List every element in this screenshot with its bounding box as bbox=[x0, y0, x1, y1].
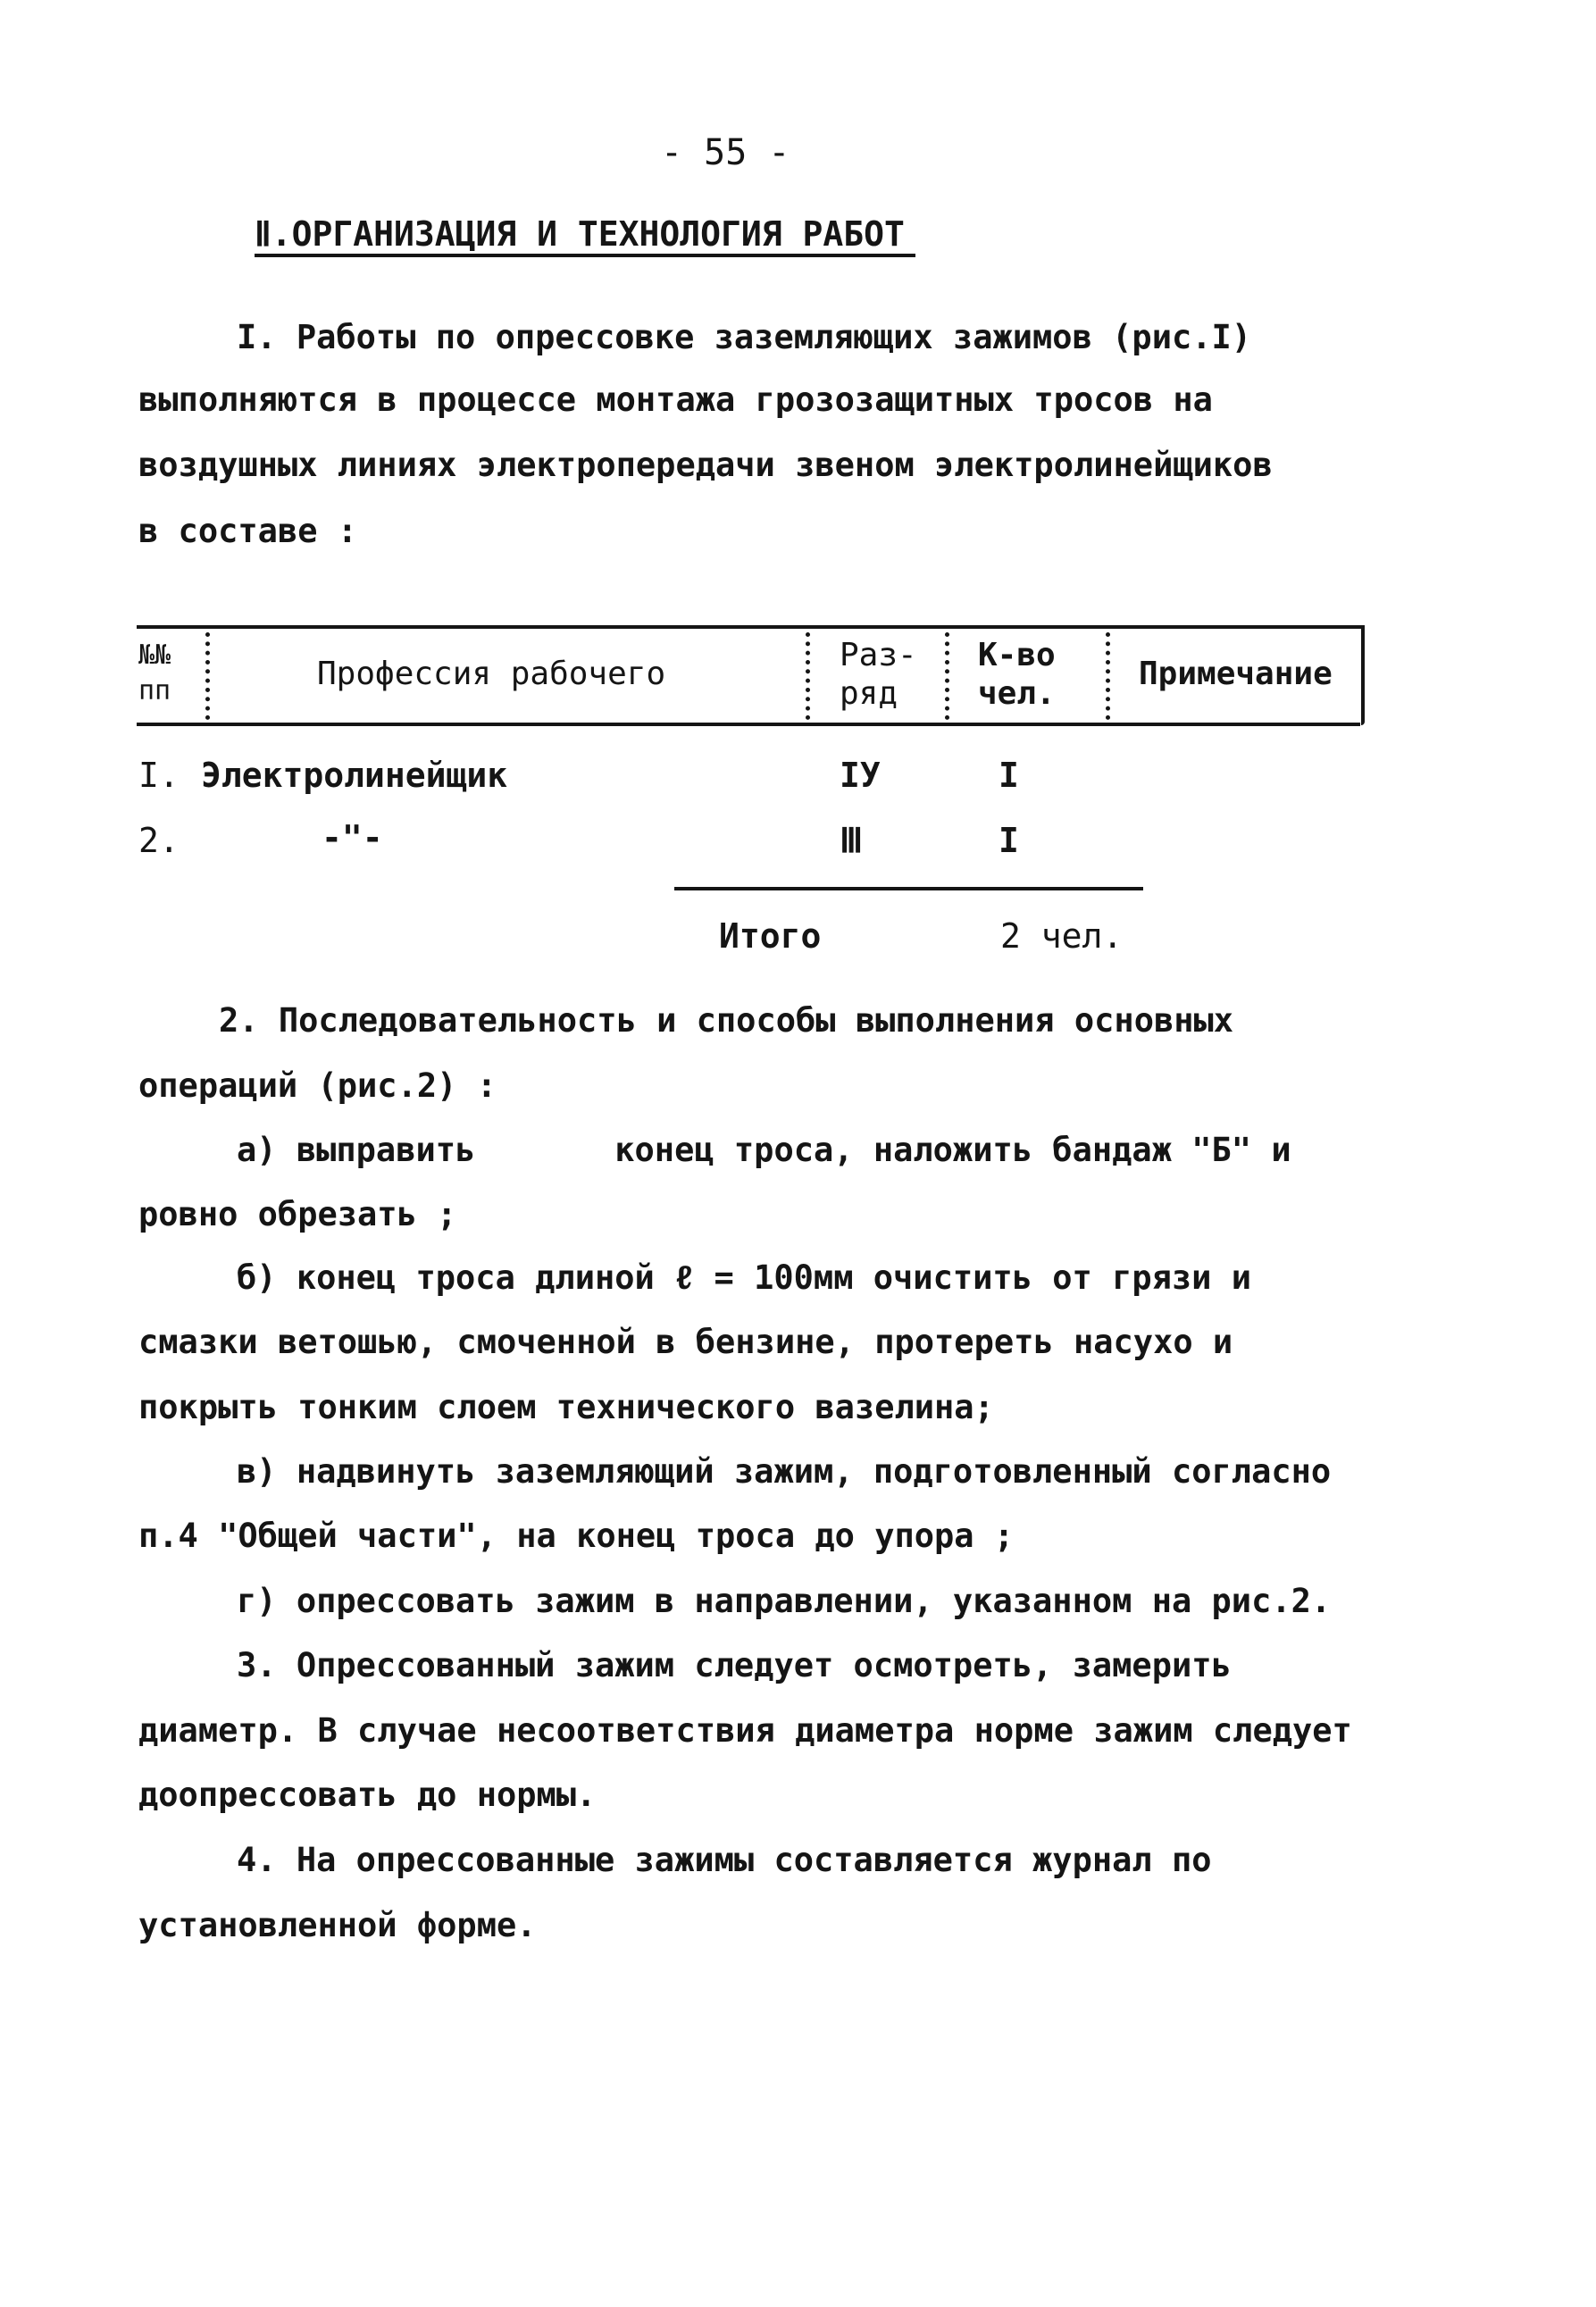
table-total-value: 2 чел. bbox=[1000, 916, 1124, 956]
total-rule bbox=[674, 887, 1143, 890]
table-right-border bbox=[1361, 625, 1365, 725]
paragraph4-line2: установленной форме. bbox=[138, 1906, 537, 1944]
paragraph2-line2: операций (рис.2) : bbox=[138, 1066, 497, 1105]
table-header-profession: Профессия рабочего bbox=[317, 656, 666, 692]
table-row-1-profession: Электролинейщик bbox=[201, 756, 508, 795]
table-row-1-count: I bbox=[999, 756, 1019, 795]
paragraph2-item-a-line1: а) выправить конец троса, наложить бандаж "Б" и bbox=[237, 1131, 1291, 1169]
table-total-label: Итого bbox=[719, 916, 822, 956]
table-column-separator bbox=[1106, 632, 1110, 720]
table-column-separator bbox=[205, 632, 210, 720]
paragraph2-item-g-line1: г) опрессовать зажим в направлении, указанном на рис.2. bbox=[237, 1582, 1332, 1620]
paragraph2-item-b-line3: покрыть тонким слоем технического вазелина; bbox=[138, 1388, 994, 1426]
paragraph1-line1: I. Работы по опрессовке заземляющих зажимов (рис.I) bbox=[237, 318, 1252, 356]
table-header-number: №№ bbox=[138, 639, 171, 671]
paragraph3-line2: диаметр. В случае несоответствия диаметра норме зажим следует bbox=[138, 1711, 1352, 1750]
table-row-1-number: I. bbox=[138, 756, 180, 795]
paragraph1-line3: воздушных линиях электропередачи звеном электролинейщиков bbox=[138, 446, 1273, 484]
table-row-1-grade: IУ bbox=[840, 756, 881, 795]
paragraph2-item-v-line1: в) надвинуть заземляющий зажим, подготовленный согласно bbox=[237, 1452, 1332, 1491]
table-row-2-grade: Ⅲ bbox=[840, 821, 864, 860]
paragraph1-line2: выполняются в процессе монтажа грозозащитных тросов на bbox=[138, 380, 1213, 419]
paragraph2-item-b-line2: смазки ветошью, смоченной в бензине, протереть насухо и bbox=[138, 1323, 1233, 1361]
paragraph2-item-v-line2: п.4 "Общей части", на конец троса до упора ; bbox=[138, 1517, 1015, 1555]
table-header-count-2: чел. bbox=[978, 675, 1056, 712]
paragraph1-line4: в составе : bbox=[138, 512, 358, 550]
paragraph2-item-b-line1: б) конец троса длиной ℓ = 100мм очистить от грязи и bbox=[237, 1258, 1251, 1297]
table-column-separator bbox=[806, 632, 810, 720]
table-header-grade-2: ряд bbox=[840, 675, 898, 712]
paragraph3-line3: доопрессовать до нормы. bbox=[138, 1776, 597, 1814]
table-header-note: Примечание bbox=[1139, 656, 1333, 692]
table-column-separator bbox=[945, 632, 949, 720]
table-row-2-number: 2. bbox=[138, 821, 180, 860]
table-header-number-2: пп bbox=[138, 675, 171, 706]
heading-underline bbox=[255, 254, 915, 257]
table-top-border bbox=[137, 625, 1365, 629]
table-row-2-count: I bbox=[999, 821, 1019, 860]
page-number: - 55 - bbox=[661, 132, 790, 173]
table-bottom-border bbox=[137, 723, 1360, 726]
table-row-2-profession: -"- bbox=[322, 818, 383, 857]
section-heading: Ⅱ.ОРГАНИЗАЦИЯ И ТЕХНОЛОГИЯ РАБОТ bbox=[255, 214, 905, 254]
table-header-grade: Раз- bbox=[840, 637, 917, 673]
table-header-count: К-во bbox=[978, 637, 1056, 673]
paragraph3-line1: 3. Опрессованный зажим следует осмотреть, замерить bbox=[237, 1646, 1232, 1684]
paragraph2-line1: 2. Последовательность и способы выполнения основных bbox=[219, 1001, 1234, 1040]
paragraph2-item-a-line2: ровно обрезать ; bbox=[138, 1195, 457, 1233]
paragraph4-line1: 4. На опрессованные зажимы составляется журнал по bbox=[237, 1841, 1212, 1879]
